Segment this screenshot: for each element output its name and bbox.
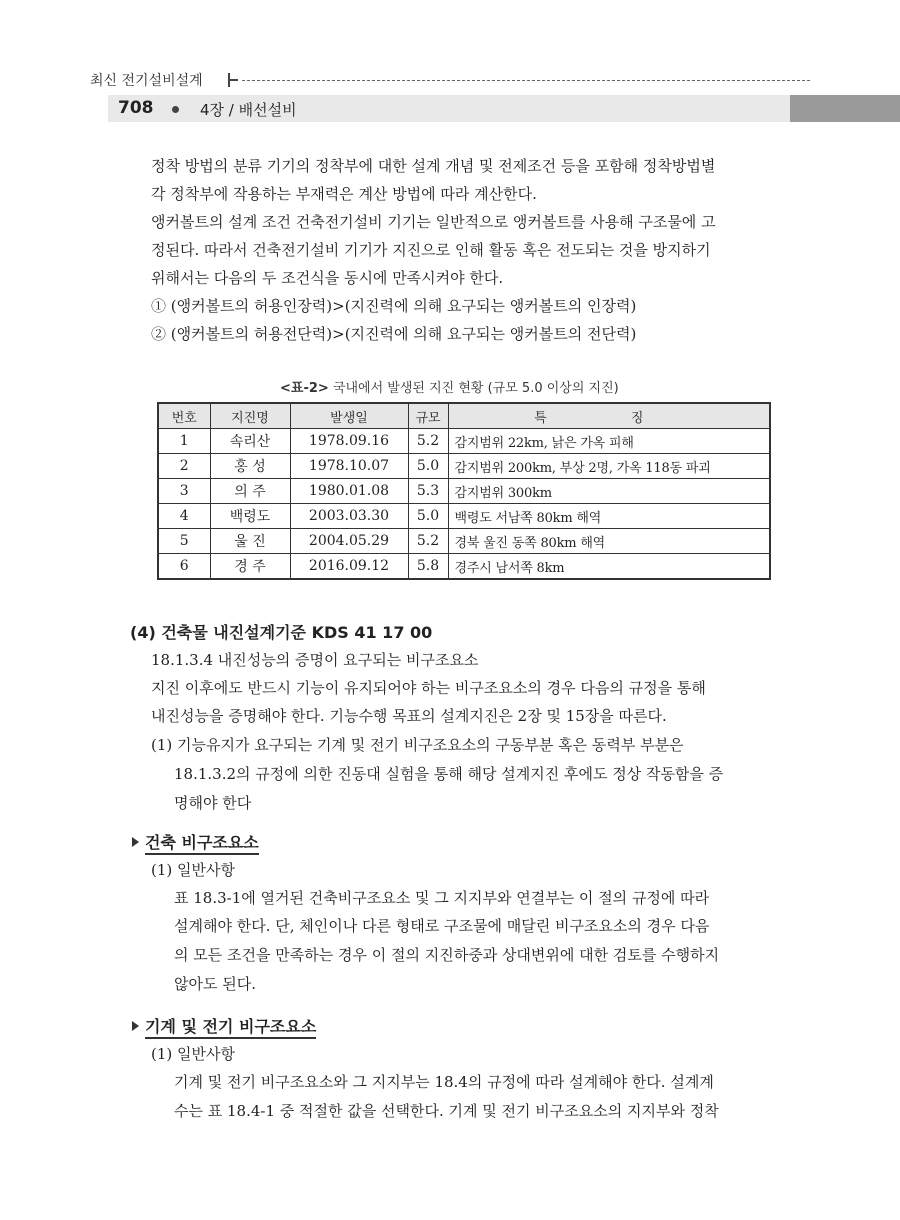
cell-number: 3 <box>158 479 210 504</box>
triangle-bullet-icon <box>132 1021 139 1031</box>
condition-2: ② (앵커볼트의 허용전단력)>(지진력에 의해 요구되는 앵커볼트의 전단력) <box>151 325 637 343</box>
book-title: 최신 전기설비설계 <box>90 73 203 89</box>
arch-subheading: (1) 일반사항 <box>151 861 235 879</box>
cell-feature: 감지범위 300km <box>448 479 770 504</box>
cell-feature: 감지범위 200km, 부상 2명, 가옥 118동 파괴 <box>448 454 770 479</box>
page-number: 708 <box>118 98 154 118</box>
intro-line: 각 정착부에 작용하는 부재력은 계산 방법에 따라 계산한다. <box>151 185 537 203</box>
intro-line: 위해서는 다음의 두 조건식을 동시에 만족시켜야 한다. <box>151 269 504 287</box>
section-4-line: 18.1.3.2의 규정에 의한 진동대 실험을 통해 해당 설계지진 후에도 정상 작동함을 증 <box>174 765 724 783</box>
intro-line: 정된다. 따라서 건축전기설비 기기가 지진으로 인해 활동 혹은 전도되는 것을 방지하기 <box>151 241 711 259</box>
table-row <box>158 529 770 554</box>
cell-date: 2004.05.29 <box>290 529 408 554</box>
mech-subheading: (1) 일반사항 <box>151 1045 235 1063</box>
header-cell-date: 발생일 <box>290 403 408 429</box>
earthquake-table <box>157 402 771 580</box>
cell-feature: 경북 울진 동쪽 80km 해역 <box>448 529 770 554</box>
table-row <box>158 504 770 529</box>
table-row <box>158 454 770 479</box>
cell-feature: 감지범위 22km, 낡은 가옥 피해 <box>448 429 770 454</box>
header-cell-name: 지진명 <box>210 403 290 429</box>
cell-date: 2003.03.30 <box>290 504 408 529</box>
cell-number: 4 <box>158 504 210 529</box>
table-header-row <box>158 403 770 429</box>
table-row <box>158 479 770 504</box>
cell-name: 홍 성 <box>210 454 290 479</box>
cell-feature: 백령도 서남쪽 80km 해역 <box>448 504 770 529</box>
cell-magnitude: 5.2 <box>408 529 448 554</box>
header-cell-feature: 특 징 <box>448 403 770 429</box>
cell-name: 울 진 <box>210 529 290 554</box>
table-row <box>158 554 770 580</box>
section-4-line: 18.1.3.4 내진성능의 증명이 요구되는 비구조요소 <box>151 651 479 669</box>
cell-number: 5 <box>158 529 210 554</box>
bullet-dot-icon <box>172 106 179 113</box>
arch-heading-text: 건축 비구조요소 <box>145 833 259 855</box>
intro-line: 앵커볼트의 설계 조건 건축전기설비 기기는 일반적으로 앵커볼트를 사용해 구조물에 고 <box>151 213 716 231</box>
table-row <box>158 429 770 454</box>
cell-magnitude: 5.0 <box>408 454 448 479</box>
arch-line: 표 18.3-1에 열거된 건축비구조요소 및 그 지지부와 연결부는 이 절의 규정에 따라 <box>174 889 710 907</box>
cell-name: 속리산 <box>210 429 290 454</box>
cell-name: 의 주 <box>210 479 290 504</box>
header-dashed-rule <box>242 80 810 81</box>
cell-date: 1980.01.08 <box>290 479 408 504</box>
chapter-title: 4장 / 배선설비 <box>200 101 297 119</box>
header-accent-block <box>790 95 900 122</box>
section-4-line: (1) 기능유지가 요구되는 기계 및 전기 비구조요소의 구동부분 혹은 동력부 부분은 <box>151 736 684 754</box>
section-4-line: 지진 이후에도 반드시 기능이 유지되어야 하는 비구조요소의 경우 다음의 규정을 통해 <box>151 679 706 697</box>
table-caption-label: <표-2> <box>280 381 329 396</box>
mech-line: 기계 및 전기 비구조요소와 그 지지부는 18.4의 규정에 따라 설계해야 한다. 설계계 <box>174 1073 714 1091</box>
arch-line: 설계해야 한다. 단, 체인이나 다른 형태로 구조물에 매달린 비구조요소의 경우 다음 <box>174 917 710 935</box>
cell-number: 1 <box>158 429 210 454</box>
cell-name: 백령도 <box>210 504 290 529</box>
arch-line: 의 모든 조건을 만족하는 경우 이 절의 지진하중과 상대변위에 대한 검토를 수행하지 <box>174 946 720 964</box>
cell-magnitude: 5.0 <box>408 504 448 529</box>
arch-heading <box>132 830 259 853</box>
mech-heading-text: 기계 및 전기 비구조요소 <box>145 1017 316 1039</box>
section-4-line: 명해야 한다 <box>174 794 252 812</box>
intro-line: 정착 방법의 분류 기기의 정착부에 대한 설계 개념 및 전제조건 등을 포함해 정착방법별 <box>151 157 716 175</box>
cell-date: 1978.10.07 <box>290 454 408 479</box>
cell-magnitude: 5.2 <box>408 429 448 454</box>
mech-heading <box>132 1014 316 1037</box>
condition-1: ① (앵커볼트의 허용인장력)>(지진력에 의해 요구되는 앵커볼트의 인장력) <box>151 297 637 315</box>
title-divider-tick <box>228 79 238 81</box>
triangle-bullet-icon <box>132 837 139 847</box>
header-cell-number: 번호 <box>158 403 210 429</box>
cell-feature: 경주시 남서쪽 8km <box>448 554 770 580</box>
cell-date: 1978.09.16 <box>290 429 408 454</box>
cell-number: 6 <box>158 554 210 580</box>
table-caption-text: 국내에서 발생된 지진 현황 (규모 5.0 이상의 지진) <box>332 381 619 396</box>
header-cell-magnitude: 규모 <box>408 403 448 429</box>
cell-name: 경 주 <box>210 554 290 580</box>
section-4-line: 내진성능을 증명해야 한다. 기능수행 목표의 설계지진은 2장 및 15장을 따른다. <box>151 707 667 725</box>
mech-line: 수는 표 18.4-1 중 적절한 값을 선택한다. 기계 및 전기 비구조요소의 지지부와 정착 <box>174 1102 719 1120</box>
arch-line: 않아도 된다. <box>174 975 256 993</box>
cell-number: 2 <box>158 454 210 479</box>
cell-date: 2016.09.12 <box>290 554 408 580</box>
table-caption <box>280 377 619 396</box>
cell-magnitude: 5.3 <box>408 479 448 504</box>
cell-magnitude: 5.8 <box>408 554 448 580</box>
section-4-heading: (4) 건축물 내진설계기준 KDS 41 17 00 <box>130 623 433 642</box>
